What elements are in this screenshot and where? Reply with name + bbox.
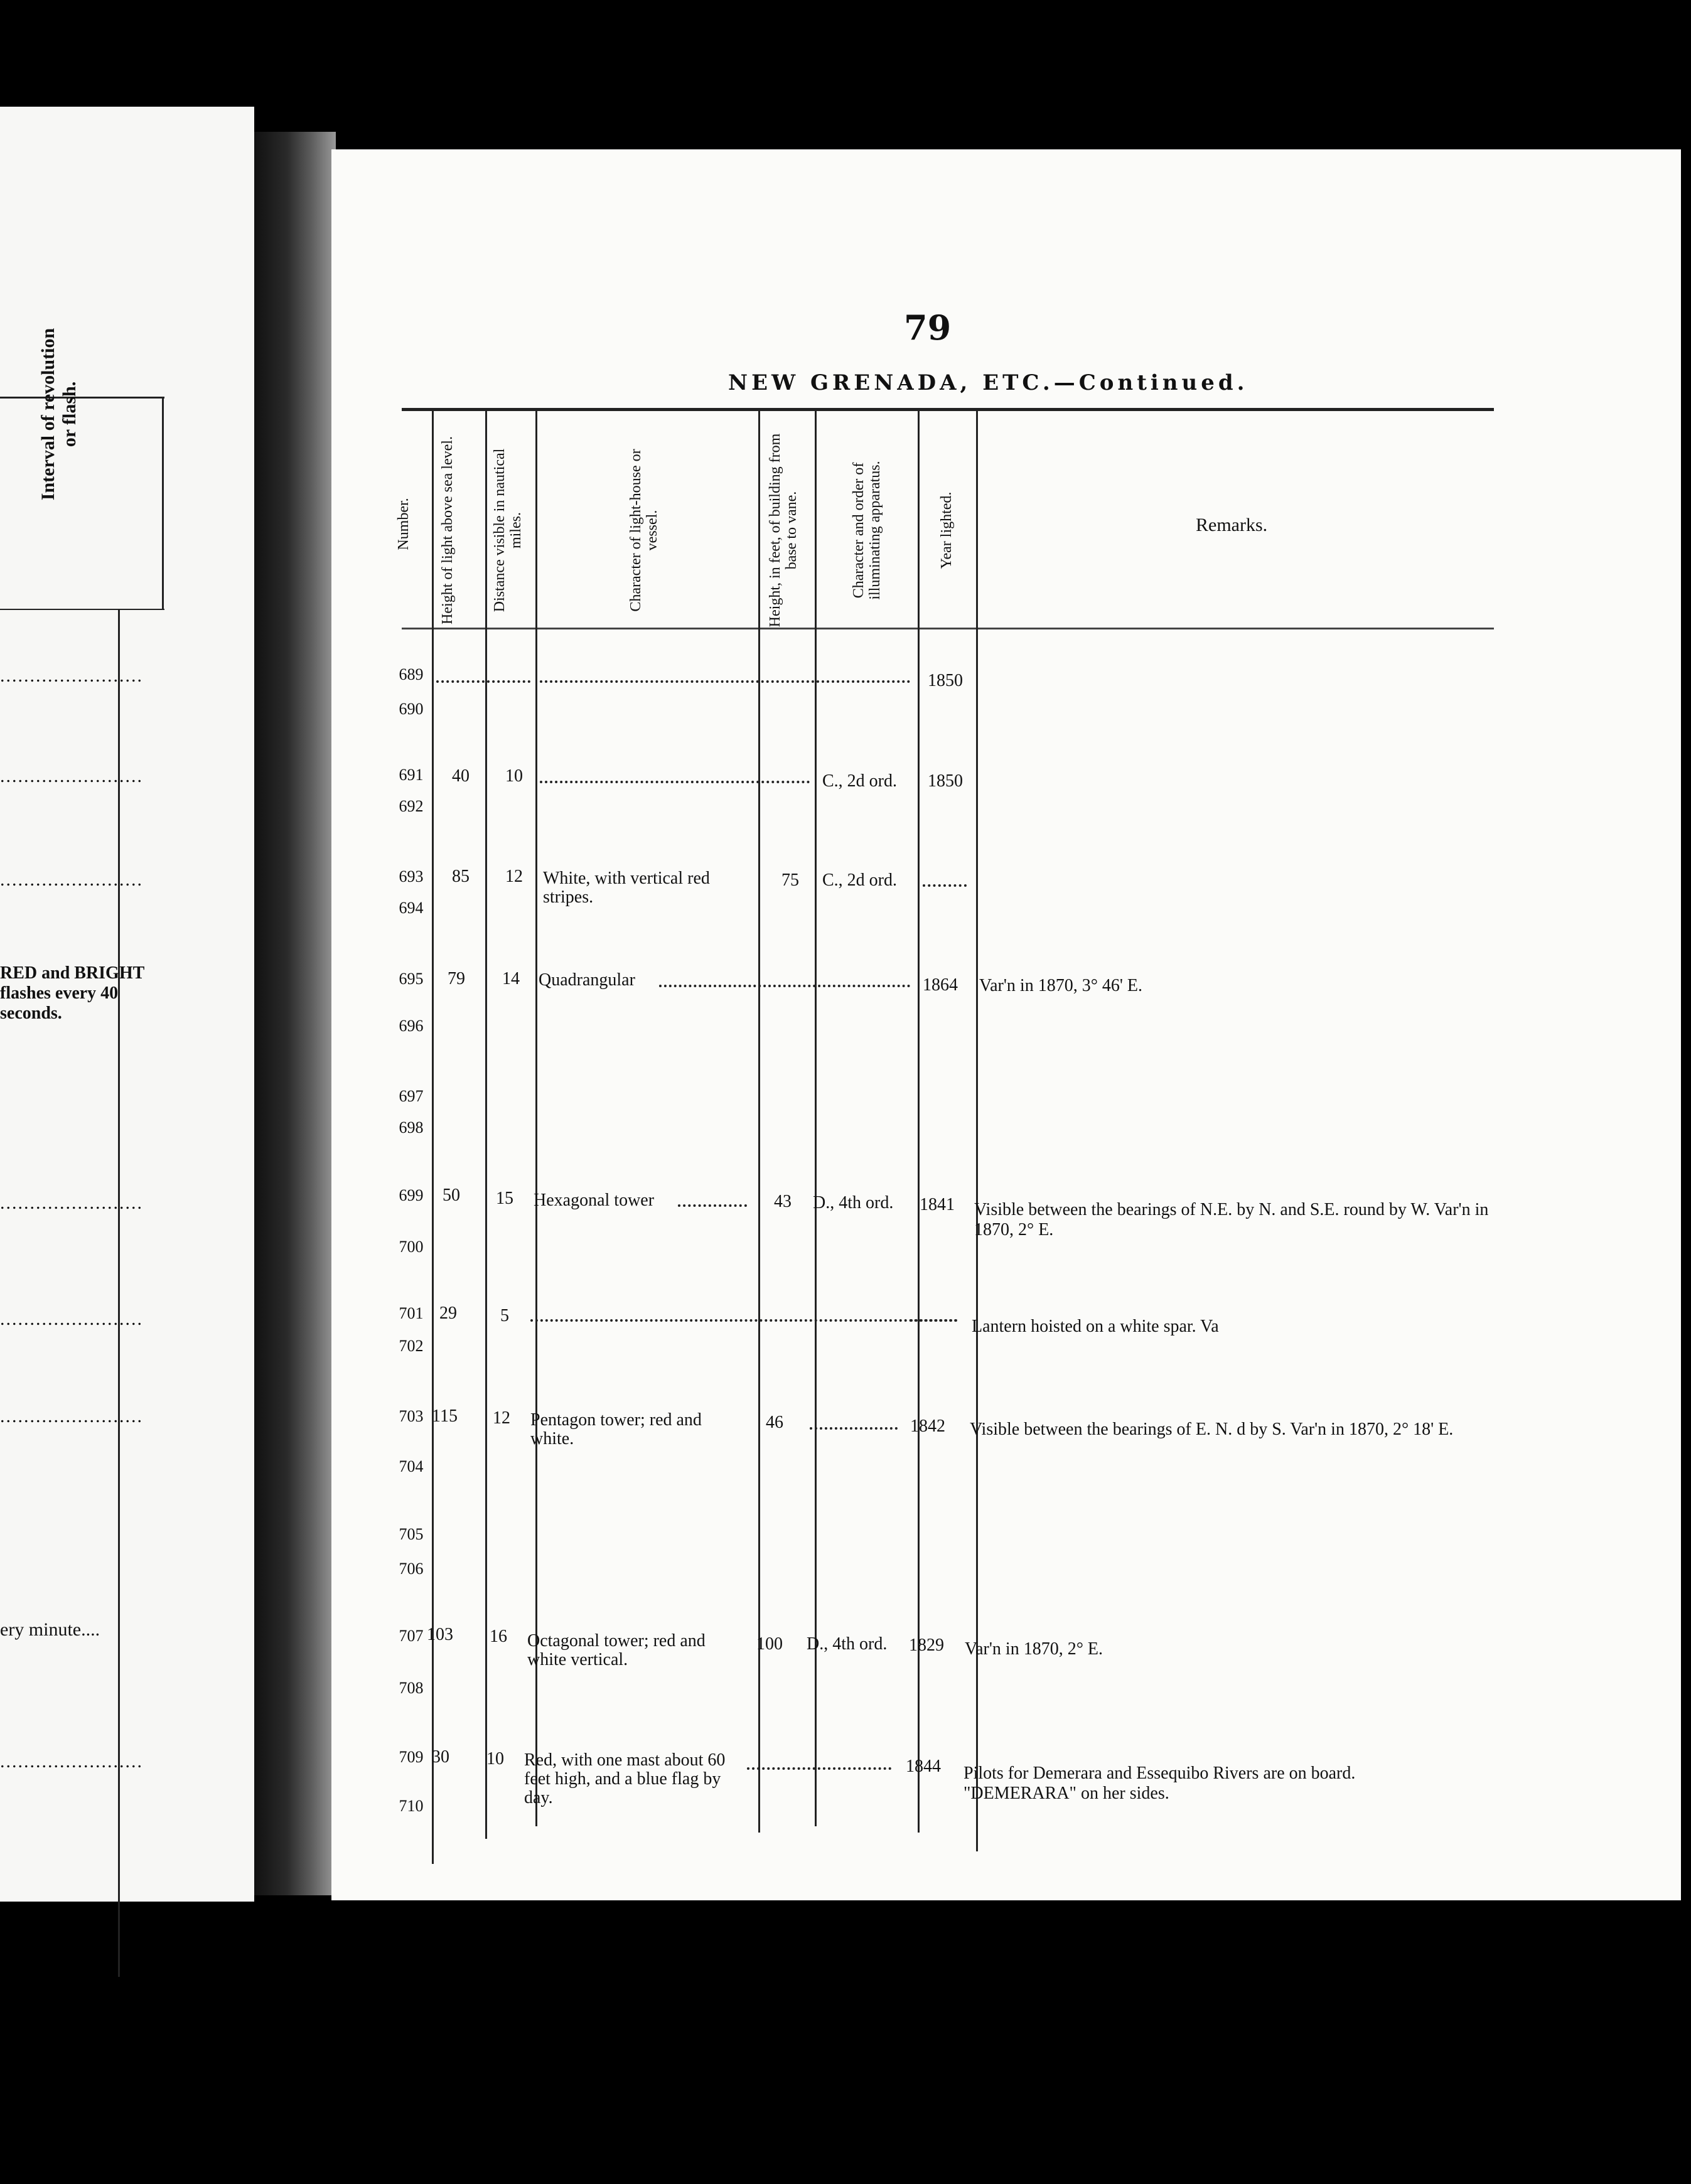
left-column-line: [162, 397, 164, 610]
header-year: Year lighted.: [938, 491, 955, 569]
distance-cell: 12: [493, 1408, 510, 1428]
table-header-rule: [402, 628, 1494, 629]
character-cell: Pentagon tower; red and white.: [530, 1410, 702, 1448]
header-character: Character of light-house or vessel.: [628, 449, 660, 612]
left-dotted-cell: [0, 766, 144, 787]
dot-leader: [910, 1317, 957, 1322]
row-number: 693: [399, 867, 424, 886]
dot-leader: [530, 1317, 957, 1322]
height-cell: 50: [443, 1186, 460, 1205]
column-line: [918, 408, 920, 1833]
building-height-cell: 46: [766, 1413, 783, 1432]
table-top-rule: [402, 408, 1494, 411]
row-number: 703: [399, 1407, 424, 1425]
dot-leader: [436, 678, 530, 683]
column-line: [485, 408, 487, 1839]
character-cell: Octagonal tower; red and white vertical.: [527, 1631, 706, 1669]
row-number: 705: [399, 1525, 424, 1543]
left-dotted-cell: [0, 1406, 144, 1427]
distance-cell: 16: [490, 1627, 507, 1646]
character-cell: Hexagonal tower: [534, 1191, 655, 1210]
left-every-minute: ery minute....: [0, 1619, 100, 1640]
column-line: [758, 408, 760, 1833]
row-number: 704: [399, 1457, 424, 1475]
column-line: [815, 408, 817, 1826]
row-number: 698: [399, 1118, 424, 1137]
year-cell: 1850: [928, 771, 963, 791]
year-cell: 1842: [910, 1416, 945, 1436]
apparatus-cell: D., 4th ord.: [813, 1193, 894, 1212]
height-cell: 40: [452, 766, 470, 786]
row-number: 699: [399, 1186, 424, 1204]
remarks-cell: Lantern hoisted on a white spar. Va: [972, 1317, 1219, 1336]
row-number: 696: [399, 1017, 424, 1035]
row-number: 690: [399, 700, 424, 718]
column-line: [976, 408, 978, 1851]
dot-leader: [923, 882, 967, 887]
apparatus-cell: C., 2d ord.: [822, 771, 897, 791]
page-title: NEW GRENADA, ETC.—Continued.: [728, 370, 1248, 395]
year-cell: 1850: [928, 671, 963, 690]
row-number: 710: [399, 1797, 424, 1815]
left-header-rule: [0, 397, 164, 399]
remarks-cell: Visible between the bearings of E. N. d by S. Var'n in 1870, 2° 18' E.: [970, 1420, 1454, 1439]
left-header-bottom-rule: [0, 609, 164, 610]
left-dotted-cell: [0, 1751, 144, 1772]
column-line: [535, 408, 537, 1826]
building-height-cell: 75: [781, 870, 799, 890]
apparatus-cell: C., 2d ord.: [822, 870, 897, 890]
height-cell: 29: [439, 1303, 457, 1323]
row-number: 691: [399, 766, 424, 784]
row-number: 707: [399, 1627, 424, 1645]
remarks-cell: Var'n in 1870, 3° 46' E.: [979, 976, 1143, 995]
distance-cell: 12: [505, 867, 523, 886]
character-cell: White, with vertical red stripes.: [543, 869, 710, 907]
apparatus-cell: D., 4th ord.: [807, 1634, 888, 1654]
dot-leader: [659, 982, 910, 987]
book-gutter: [254, 132, 336, 1895]
year-cell: 1829: [909, 1635, 944, 1655]
dot-leader: [747, 1765, 891, 1770]
dot-leader: [540, 778, 810, 783]
header-apparatus: Character and order of illuminating apparatus.: [851, 461, 883, 600]
height-cell: 85: [452, 867, 470, 886]
remarks-cell: Var'n in 1870, 2° E.: [965, 1639, 1103, 1659]
remarks-cell: Visible between the bearings of N.E. by N. and S.E. round by W. Var'n in 1870, 2° E.: [974, 1200, 1489, 1239]
header-number: Number.: [395, 498, 412, 550]
dot-leader: [678, 1202, 747, 1207]
left-page: [0, 107, 254, 1902]
row-number: 708: [399, 1679, 424, 1697]
character-cell: Quadrangular: [539, 970, 635, 990]
left-dotted-cell: [0, 1309, 144, 1330]
character-cell: Red, with one mast about 60 feet high, and a blue flag by day.: [524, 1750, 726, 1807]
row-number: 689: [399, 665, 424, 683]
remarks-cell: Pilots for Demerara and Essequibo Rivers are on board. "DEMERARA" on her sides.: [964, 1764, 1356, 1803]
year-cell: 1841: [920, 1195, 955, 1214]
building-height-cell: 43: [774, 1192, 792, 1211]
distance-cell: 10: [486, 1749, 504, 1769]
header-distance: Distance visible in nautical miles.: [491, 448, 524, 613]
left-flash-text: RED and BRIGHT flashes every 40 seconds.: [0, 963, 144, 1023]
row-number: 695: [399, 970, 424, 988]
page-number: 79: [904, 308, 952, 348]
height-cell: 103: [427, 1625, 453, 1644]
distance-cell: 10: [505, 766, 523, 786]
building-height-cell: 100: [756, 1634, 783, 1654]
distance-cell: 5: [500, 1306, 509, 1325]
dot-leader: [540, 678, 910, 683]
year-cell: 1844: [906, 1757, 941, 1776]
row-number: 706: [399, 1560, 424, 1578]
row-number: 709: [399, 1748, 424, 1766]
row-number: 702: [399, 1337, 424, 1355]
distance-cell: 14: [502, 969, 520, 988]
header-remarks: Remarks.: [1196, 515, 1268, 535]
dot-leader: [810, 1425, 898, 1430]
left-dotted-cell: [0, 869, 144, 891]
row-number: 701: [399, 1304, 424, 1322]
row-number: 700: [399, 1238, 424, 1256]
height-cell: 79: [448, 969, 465, 988]
left-dotted-cell: [0, 1192, 144, 1214]
left-dotted-cell: [0, 665, 144, 687]
header-height-building: Height, in feet, of building from base to vane.: [767, 433, 800, 628]
row-number: 692: [399, 797, 424, 815]
height-cell: 115: [432, 1406, 458, 1426]
left-column-header: Interval of revolution or flash.: [38, 328, 80, 501]
year-cell: 1864: [923, 975, 958, 995]
header-height: Height of light above sea level.: [439, 436, 456, 624]
row-number: 697: [399, 1087, 424, 1105]
row-number: 694: [399, 899, 424, 917]
height-cell: 30: [432, 1747, 449, 1767]
distance-cell: 15: [496, 1189, 513, 1208]
